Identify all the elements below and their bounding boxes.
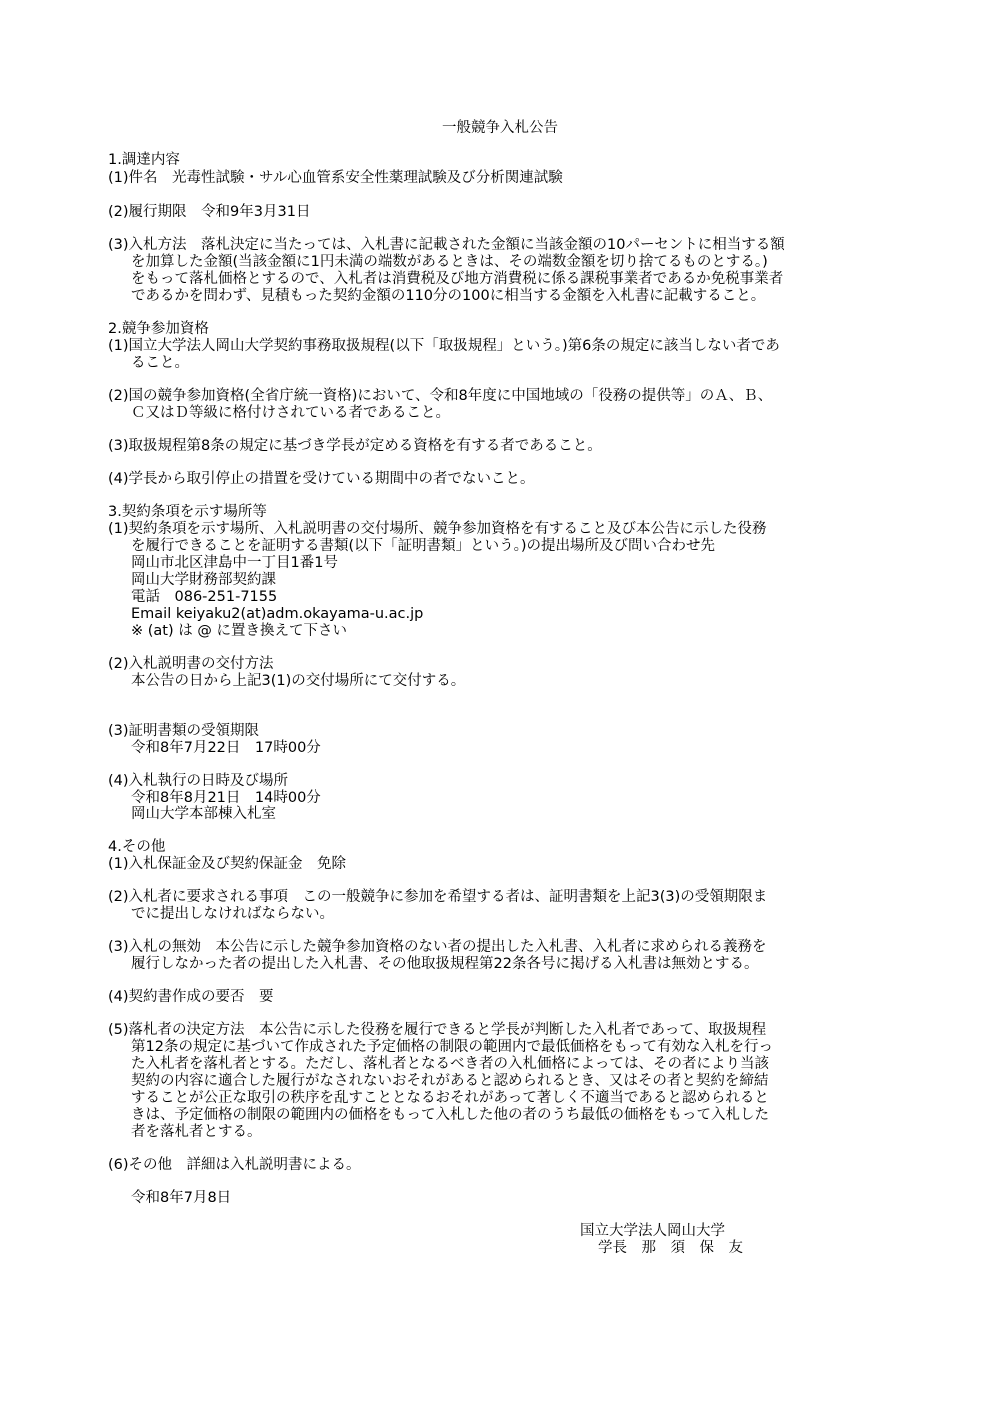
sec4-item5-line: 第12条の規定に基づいて作成された予定価格の制限の範囲内で最低価格をもって有効な入札を行っ [131, 1039, 773, 1055]
issuer-president: 学長 那 須 保 友 [598, 1240, 743, 1256]
issuer-organization: 国立大学法人岡山大学 [580, 1223, 725, 1239]
sec4-item3-line: 履行しなかった者の提出した入札書、その他取扱規程第22条各号に掲げる入札書は無効とする。 [131, 956, 759, 972]
sec1-item3-line: (3)入札方法 落札決定に当たっては、入札書に記載された金額に当該金額の10パーセントに相当する額 [108, 237, 785, 253]
sec1-item3-line: をもって落札価格とするので、入札者は消費税及び地方消費税に係る課税事業者であるか免税事業者 [131, 271, 784, 287]
sec4-item5-line: 契約の内容に適合した履行がなされないおそれがあると認められるとき、又はその者と契約を締結 [131, 1073, 769, 1089]
notice-date: 令和8年7月8日 [131, 1190, 232, 1206]
sec2-item3: (3)取扱規程第8条の規定に基づき学長が定める資格を有する者であること。 [108, 438, 602, 454]
contact-email: Email keiyaku2(at)adm.okayama-u.ac.jp [131, 606, 424, 622]
sec1-item2-deadline: (2)履行期限 令和9年3月31日 [108, 204, 311, 220]
sec2-item2-line: (2)国の競争参加資格(全省庁統一資格)において、令和8年度に中国地域の「役務の提供等」のＡ、Ｂ、 [108, 388, 773, 404]
sec1-item1-subject: (1)件名 光毒性試験・サル心血管系安全性薬理試験及び分析関連試験 [108, 170, 563, 186]
sec4-item5-line: 者を落札者とする。 [131, 1124, 262, 1140]
sec4-item1: (1)入札保証金及び契約保証金 免除 [108, 856, 347, 872]
sec4-item5-line: た入札者を落札者とする。ただし、落札者となるべき者の入札価格によっては、その者により当該 [131, 1056, 769, 1072]
sec2-item4: (4)学長から取引停止の措置を受けている期間中の者でないこと。 [108, 471, 535, 487]
sec4-item6: (6)その他 詳細は入札説明書による。 [108, 1157, 361, 1173]
sec4-item5-line: することが公正な取引の秩序を乱すこととなるおそれがあって著しく不適当であると認められると [131, 1090, 769, 1106]
sec3-item3-heading: (3)証明書類の受領期限 [108, 723, 260, 739]
sec3-item4-place: 岡山大学本部棟入札室 [131, 806, 276, 822]
sec3-item2-heading: (2)入札説明書の交付方法 [108, 656, 274, 672]
sec2-item1-line: (1)国立大学法人岡山大学契約事務取扱規程(以下「取扱規程」という。)第6条の規定に該当しない者であ [108, 338, 780, 354]
section-4-heading: 4.その他 [108, 839, 166, 855]
sec4-item2-line: でに提出しなければならない。 [131, 906, 334, 922]
sec2-item2-line: Ｃ又はＤ等級に格付けされている者であること。 [131, 405, 450, 421]
sec3-item4-date: 令和8年8月21日 14時00分 [131, 790, 321, 806]
sec3-item4-heading: (4)入札執行の日時及び場所 [108, 773, 289, 789]
section-3-heading: 3.契約条項を示す場所等 [108, 504, 267, 520]
email-note: ※ (at) は @ に置き換えて下さい [131, 623, 347, 639]
contact-phone: 電話 086-251-7155 [131, 589, 278, 605]
sec2-item1-line: ること。 [131, 355, 189, 371]
sec3-item1-line: (1)契約条項を示す場所、入札説明書の交付場所、競争参加資格を有すること及び本公告に示した役務 [108, 521, 767, 537]
sec3-item1-line: を履行できることを証明する書類(以下「証明書類」という。)の提出場所及び問い合わせ先 [131, 538, 716, 554]
document-title: 一般競争入札公告 [442, 120, 558, 136]
sec4-item2-line: (2)入札者に要求される事項 この一般競争に参加を希望する者は、証明書類を上記3(3)の受領期限ま [108, 889, 768, 905]
sec4-item4: (4)契約書作成の要否 要 [108, 989, 274, 1005]
sec4-item5-line: きは、予定価格の制限の範囲内の価格をもって入札した他の者のうち最低の価格をもって入札した [131, 1107, 769, 1123]
section-2-heading: 2.競争参加資格 [108, 321, 209, 337]
sec4-item5-line: (5)落札者の決定方法 本公告に示した役務を履行できると学長が判断した入札者であって、取扱規程 [108, 1022, 767, 1038]
contact-address: 岡山市北区津島中一丁目1番1号 [131, 555, 338, 571]
sec4-item3-line: (3)入札の無効 本公告に示した競争参加資格のない者の提出した入札書、入札者に求められる義務を [108, 939, 767, 955]
sec3-item3-date: 令和8年7月22日 17時00分 [131, 740, 321, 756]
contact-department: 岡山大学財務部契約課 [131, 572, 276, 588]
section-1-heading: 1.調達内容 [108, 152, 180, 168]
sec1-item3-line: であるかを問わず、見積もった契約金額の110分の100に相当する金額を入札書に記載すること。 [131, 288, 766, 304]
sec1-item3-line: を加算した金額(当該金額に1円未満の端数があるときは、その端数金額を切り捨てるものとする。) [131, 254, 768, 270]
sec3-item2-text: 本公告の日から上記3(1)の交付場所にて交付する。 [131, 673, 466, 689]
